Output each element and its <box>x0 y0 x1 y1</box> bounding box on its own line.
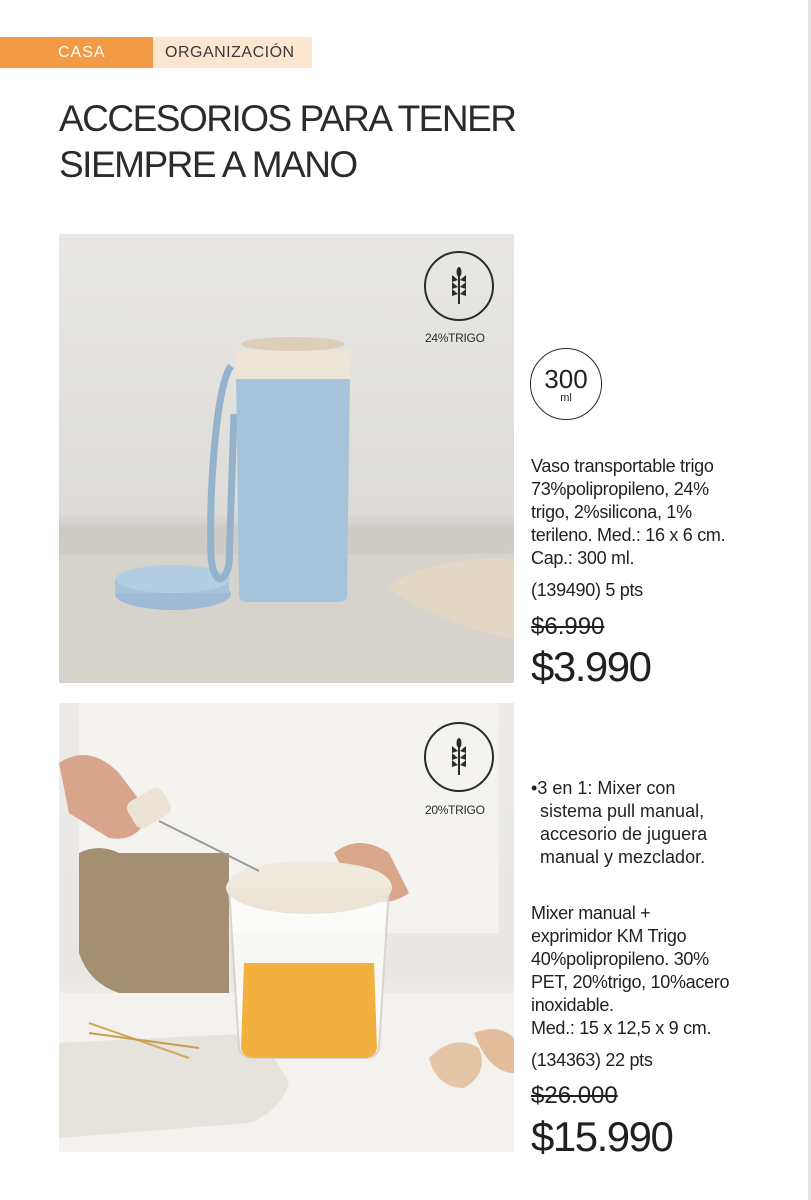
product-1-old-price: $6.990 <box>531 613 605 640</box>
desc-line: 73%polipropileno, 24% <box>531 479 709 499</box>
desc-line: trigo, 2%silicona, 1% <box>531 502 692 522</box>
capacity-badge <box>530 348 602 420</box>
product-2-code: (134363) 22 pts <box>531 1050 653 1070</box>
desc-line: 40%polipropileno. 30% <box>531 949 709 969</box>
bullet-mark: • <box>531 778 538 798</box>
product-1-new-price: $3.990 <box>531 643 651 690</box>
capacity-value: 300 <box>544 364 588 394</box>
product-1-code: (139490) 5 pts <box>531 580 643 600</box>
bullet-line <box>531 777 791 800</box>
wheat-badge-2 <box>424 722 494 792</box>
desc-line: exprimidor KM Trigo <box>531 926 687 946</box>
page-title-line-1: ACCESORIOS PARA TENER <box>59 98 516 139</box>
desc-line: Mixer manual + <box>531 903 651 923</box>
section-tab-organizacion[interactable]: ORGANIZACIÓN <box>153 37 312 68</box>
wheat-badge-1 <box>424 251 494 321</box>
desc-line: Med.: 15 x 12,5 x 9 cm. <box>531 1018 712 1038</box>
bullet-line: manual y mezclador. <box>540 847 706 867</box>
product-photo-vaso <box>59 234 514 683</box>
wheat-icon <box>444 737 474 777</box>
product-2-description <box>531 902 796 1040</box>
section-tab-casa[interactable]: CASA <box>0 37 153 68</box>
wheat-badge-1-label: 24%TRIGO <box>425 331 485 345</box>
product-1-description <box>531 455 791 570</box>
page-title-line-2: SIEMPRE A MANO <box>59 144 357 185</box>
page-title <box>59 96 619 188</box>
bullet-text: 3 en 1: Mixer con <box>537 778 676 798</box>
wheat-icon <box>444 266 474 306</box>
desc-line: PET, 20%trigo, 10%acero <box>531 972 730 992</box>
product-2-new-price: $15.990 <box>531 1113 673 1160</box>
bullet-line: sistema pull manual, <box>540 801 705 821</box>
desc-line: Vaso transportable trigo <box>531 456 714 476</box>
bullet-line: accesorio de juguera <box>540 824 708 844</box>
product-photo-mixer <box>59 703 514 1152</box>
desc-line: Cap.: 300 ml. <box>531 548 635 568</box>
desc-line: inoxidable. <box>531 995 614 1015</box>
wheat-badge-2-label: 20%TRIGO <box>425 803 485 817</box>
desc-line: terileno. Med.: 16 x 6 cm. <box>531 525 726 545</box>
product-2-feature-bullet <box>531 777 791 869</box>
capacity-unit: ml <box>560 392 572 404</box>
product-2-old-price: $26.000 <box>531 1082 618 1109</box>
